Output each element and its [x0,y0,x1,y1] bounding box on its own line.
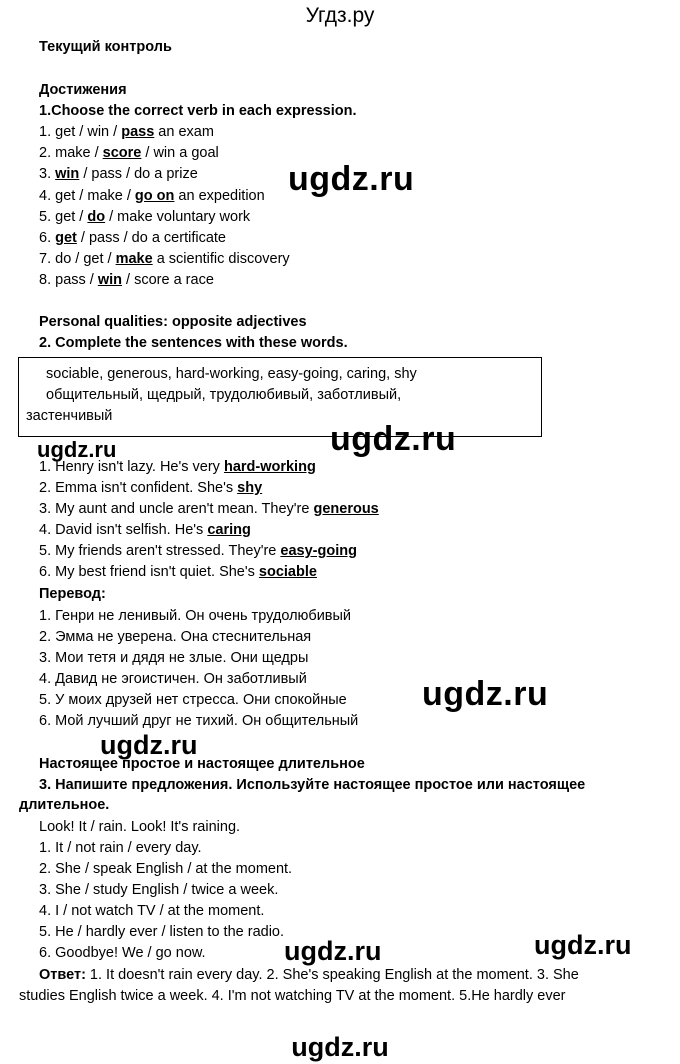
item-text: / win a goal [141,145,219,162]
item-text: 4. David isn't selfish. He's [39,522,208,538]
item-number: 6. [39,230,52,246]
watermark: ugdz.ru [284,936,382,966]
list-item [39,251,290,268]
list-item [39,522,251,539]
item-number: 1. [39,124,52,140]
item-number: 3. [39,166,52,183]
item-text: / pass / do a certificate [76,230,226,246]
word-box-line: застенчивый [26,408,113,424]
list-item [39,166,198,183]
task3-title: длительное. [19,797,110,813]
item-text: 2. Emma isn't confident. She's [39,480,238,496]
section-title: Настоящее простое и настоящее длительное [39,756,365,772]
answer-word: pass [121,124,155,140]
answer-word: score [102,145,142,162]
translation-item: 5. У моих друзей нет стресса. Они спокойные [39,692,347,708]
item-number: 5. [39,208,52,225]
item-text: do / get / [55,251,116,268]
watermark: ugdz.ru [37,437,117,462]
answer-word: easy-going [280,543,357,559]
answer-word: make [115,251,153,268]
list-item [39,209,250,226]
list-item [39,272,214,289]
item-number: 2. [39,145,52,162]
watermark: ugdz.ru [534,930,632,960]
site-title: Угдз.ру [305,4,375,27]
item-text: 3. My aunt and uncle aren't mean. They're [39,501,314,517]
item-text: make / [55,145,103,162]
answer-word: shy [237,480,263,496]
item-text: get / make / [55,187,135,204]
watermark: ugdz.ru [288,160,415,198]
list-item [39,480,262,497]
list-item [39,230,226,247]
item-text: 6. My best friend isn't quiet. She's [39,564,259,580]
list-item: 6. Goodbye! We / go now. [39,945,206,961]
list-item [39,543,357,560]
translation-item: 2. Эмма не уверена. Она стеснительная [39,629,312,645]
list-item: 3. She / study English / twice a week. [39,882,279,898]
answer-word: get [55,230,77,246]
section-title: Personal qualities: opposite adjectives [39,314,307,330]
item-text: an expedition [174,187,265,204]
translation-item: 4. Давид не эгоистичен. Он заботливый [39,671,307,687]
item-text: / score a race [122,272,214,289]
answer-word: hard-working [223,459,316,475]
watermark: ugdz.ru [330,420,457,458]
answer-label: Ответ: [39,967,86,983]
list-item [39,188,265,205]
item-number: 4. [39,187,52,204]
list-item: 1. It / not rain / every day. [39,840,202,856]
item-text: get / win / [55,124,122,140]
watermark: ugdz.ru [100,730,198,760]
list-item: 4. I / not watch TV / at the moment. [39,903,265,919]
answer-text: studies English twice a week. 4. I'm not watching TV at the moment. 5.He hardly ever [19,988,566,1004]
translation-item: 3. Мои тетя и дядя не злые. Они щедры [39,650,309,666]
watermark: ugdz.ru [291,1032,389,1062]
list-item: 5. He / hardly ever / listen to the radio. [39,924,285,940]
item-text: 5. My friends aren't stressed. They're [39,543,281,559]
answer-word: sociable [258,564,317,580]
translation-item: 6. Мой лучший друг не тихий. Он общительный [39,713,359,729]
answer-text: 1. It doesn't rain every day. 2. She's speaking English at the moment. 3. She [85,967,579,983]
item-text: an exam [154,124,214,140]
item-text: get / [55,208,88,225]
answer-word: go on [134,187,175,204]
watermark: ugdz.ru [422,675,549,713]
answer-word: win [55,166,80,183]
section-title: Достижения [39,82,127,98]
item-number: 8. [39,272,52,289]
answer-word: win [97,272,123,289]
item-text: / pass / do a prize [79,166,198,183]
translation-label: Перевод: [39,586,106,602]
answer-word: caring [207,522,251,538]
answer-word: generous [313,501,379,517]
item-text: 1. Henry isn't lazy. He's very [39,459,224,475]
item-number: 7. [39,251,52,268]
task3-example: Look! It / rain. Look! It's raining. [39,819,241,835]
word-box-line: sociable, generous, hard-working, easy-going, caring, shy [46,366,417,382]
list-item [39,124,214,141]
answer-word: do [87,208,106,225]
list-item [39,145,219,162]
task3-title: 3. Напишите предложения. Используйте настоящее простое или настоящее [39,777,586,793]
task2-title: 2. Complete the sentences with these words. [39,335,348,351]
item-text: pass / [55,272,98,289]
task1-title: 1.Choose the correct verb in each expression. [39,103,357,119]
item-text: a scientific discovery [152,251,290,268]
answer-line [39,967,579,984]
list-item: 2. She / speak English / at the moment. [39,861,293,877]
list-item [39,501,379,518]
translation-item: 1. Генри не ленивый. Он очень трудолюбивый [39,608,352,624]
list-item [39,564,317,581]
item-text: / make voluntary work [105,208,251,225]
word-box-line: общительный, щедрый, трудолюбивый, заботливый, [46,387,402,403]
page-heading: Текущий контроль [39,39,172,55]
